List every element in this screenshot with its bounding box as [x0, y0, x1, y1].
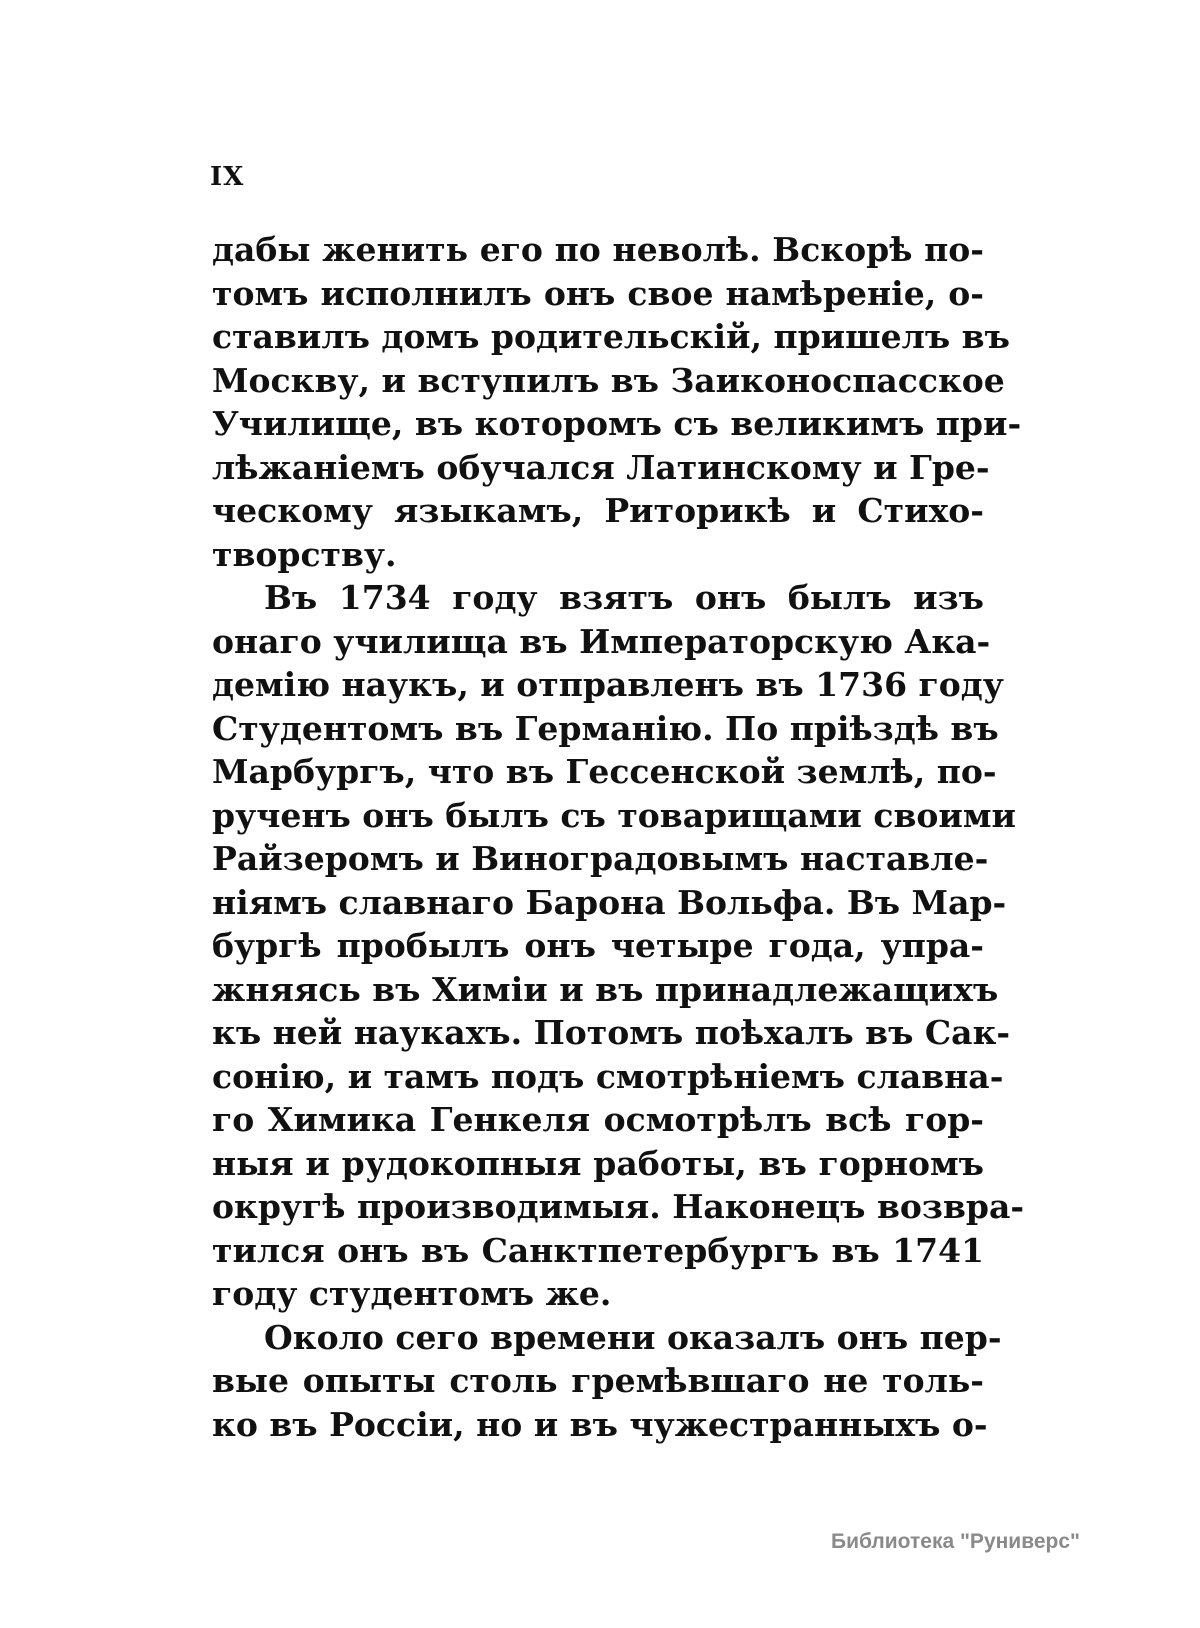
text-line: ніямъ славнаго Барона Вольфа. Въ Мар-	[212, 882, 1007, 922]
text-line: томъ исполнилъ онъ свое намѣреніе, о-	[212, 273, 984, 313]
text-line: Райзеромъ и Виноградовымъ наставле-	[212, 839, 989, 878]
text-line: рученъ онъ былъ съ товарищами своими	[212, 795, 1017, 835]
text-line: ко въ Россіи, но и въ чужестранныхъ о-	[212, 1404, 988, 1444]
text-line: лѣжаніемъ обучался Латинскому и Гре-	[212, 447, 990, 487]
text-line: онаго училища въ Императорскую Ака-	[212, 621, 991, 661]
text-line: Училище, въ которомъ съ великимъ при-	[212, 404, 1022, 443]
text-line: къ ней наукахъ. Потомъ поѣхалъ въ Сак-	[212, 1013, 1011, 1052]
text-line: жняясь въ Химіи и въ принадлежащихъ	[212, 969, 999, 1009]
page-number: IX	[210, 162, 245, 192]
text-line: Москву, и вступилъ въ Заиконоспасское	[212, 360, 1005, 400]
text-line: демію наукъ, и отправленъ въ 1736 году	[212, 665, 1004, 704]
text-line: ставилъ домъ родительскій, пришелъ въ	[212, 317, 1010, 356]
text-line: вые опыты столь гремѣвшаго не толь-	[212, 1361, 984, 1400]
text-line: бургѣ пробылъ онъ четыре года, упра-	[212, 926, 984, 965]
text-line: Около сего времени оказалъ онъ пер-	[264, 1317, 1002, 1357]
text-line: творству.	[212, 534, 397, 574]
library-watermark: Библиотека "Руниверс"	[830, 1530, 1080, 1553]
text-line: дабы женить его по неволѣ. Вскорѣ по-	[212, 230, 984, 269]
text-line: Марбургъ, что въ Гессенской землѣ, по-	[212, 752, 997, 791]
text-line: Студентомъ въ Германію. По пріѣздѣ въ	[212, 708, 999, 748]
text-line: округѣ производимыя. Наконецъ возвра-	[212, 1187, 1025, 1226]
text-line: ческому языкамъ, Риторикѣ и Стихо-	[212, 491, 984, 530]
text-line: году студентомъ же.	[212, 1274, 612, 1313]
text-line: Въ 1734 году взятъ онъ былъ изъ	[264, 578, 984, 617]
text-line: сонію, и тамъ подъ смотрѣніемъ славна-	[212, 1056, 1004, 1096]
body-text	[212, 228, 1025, 1446]
text-line: ныя и рудокопныя работы, въ горномъ	[212, 1143, 984, 1183]
text-line: го Химика Генкеля осмотрѣлъ всѣ гор-	[212, 1100, 984, 1139]
text-line: тился онъ въ Санктпетербургъ въ 1741	[212, 1230, 984, 1270]
